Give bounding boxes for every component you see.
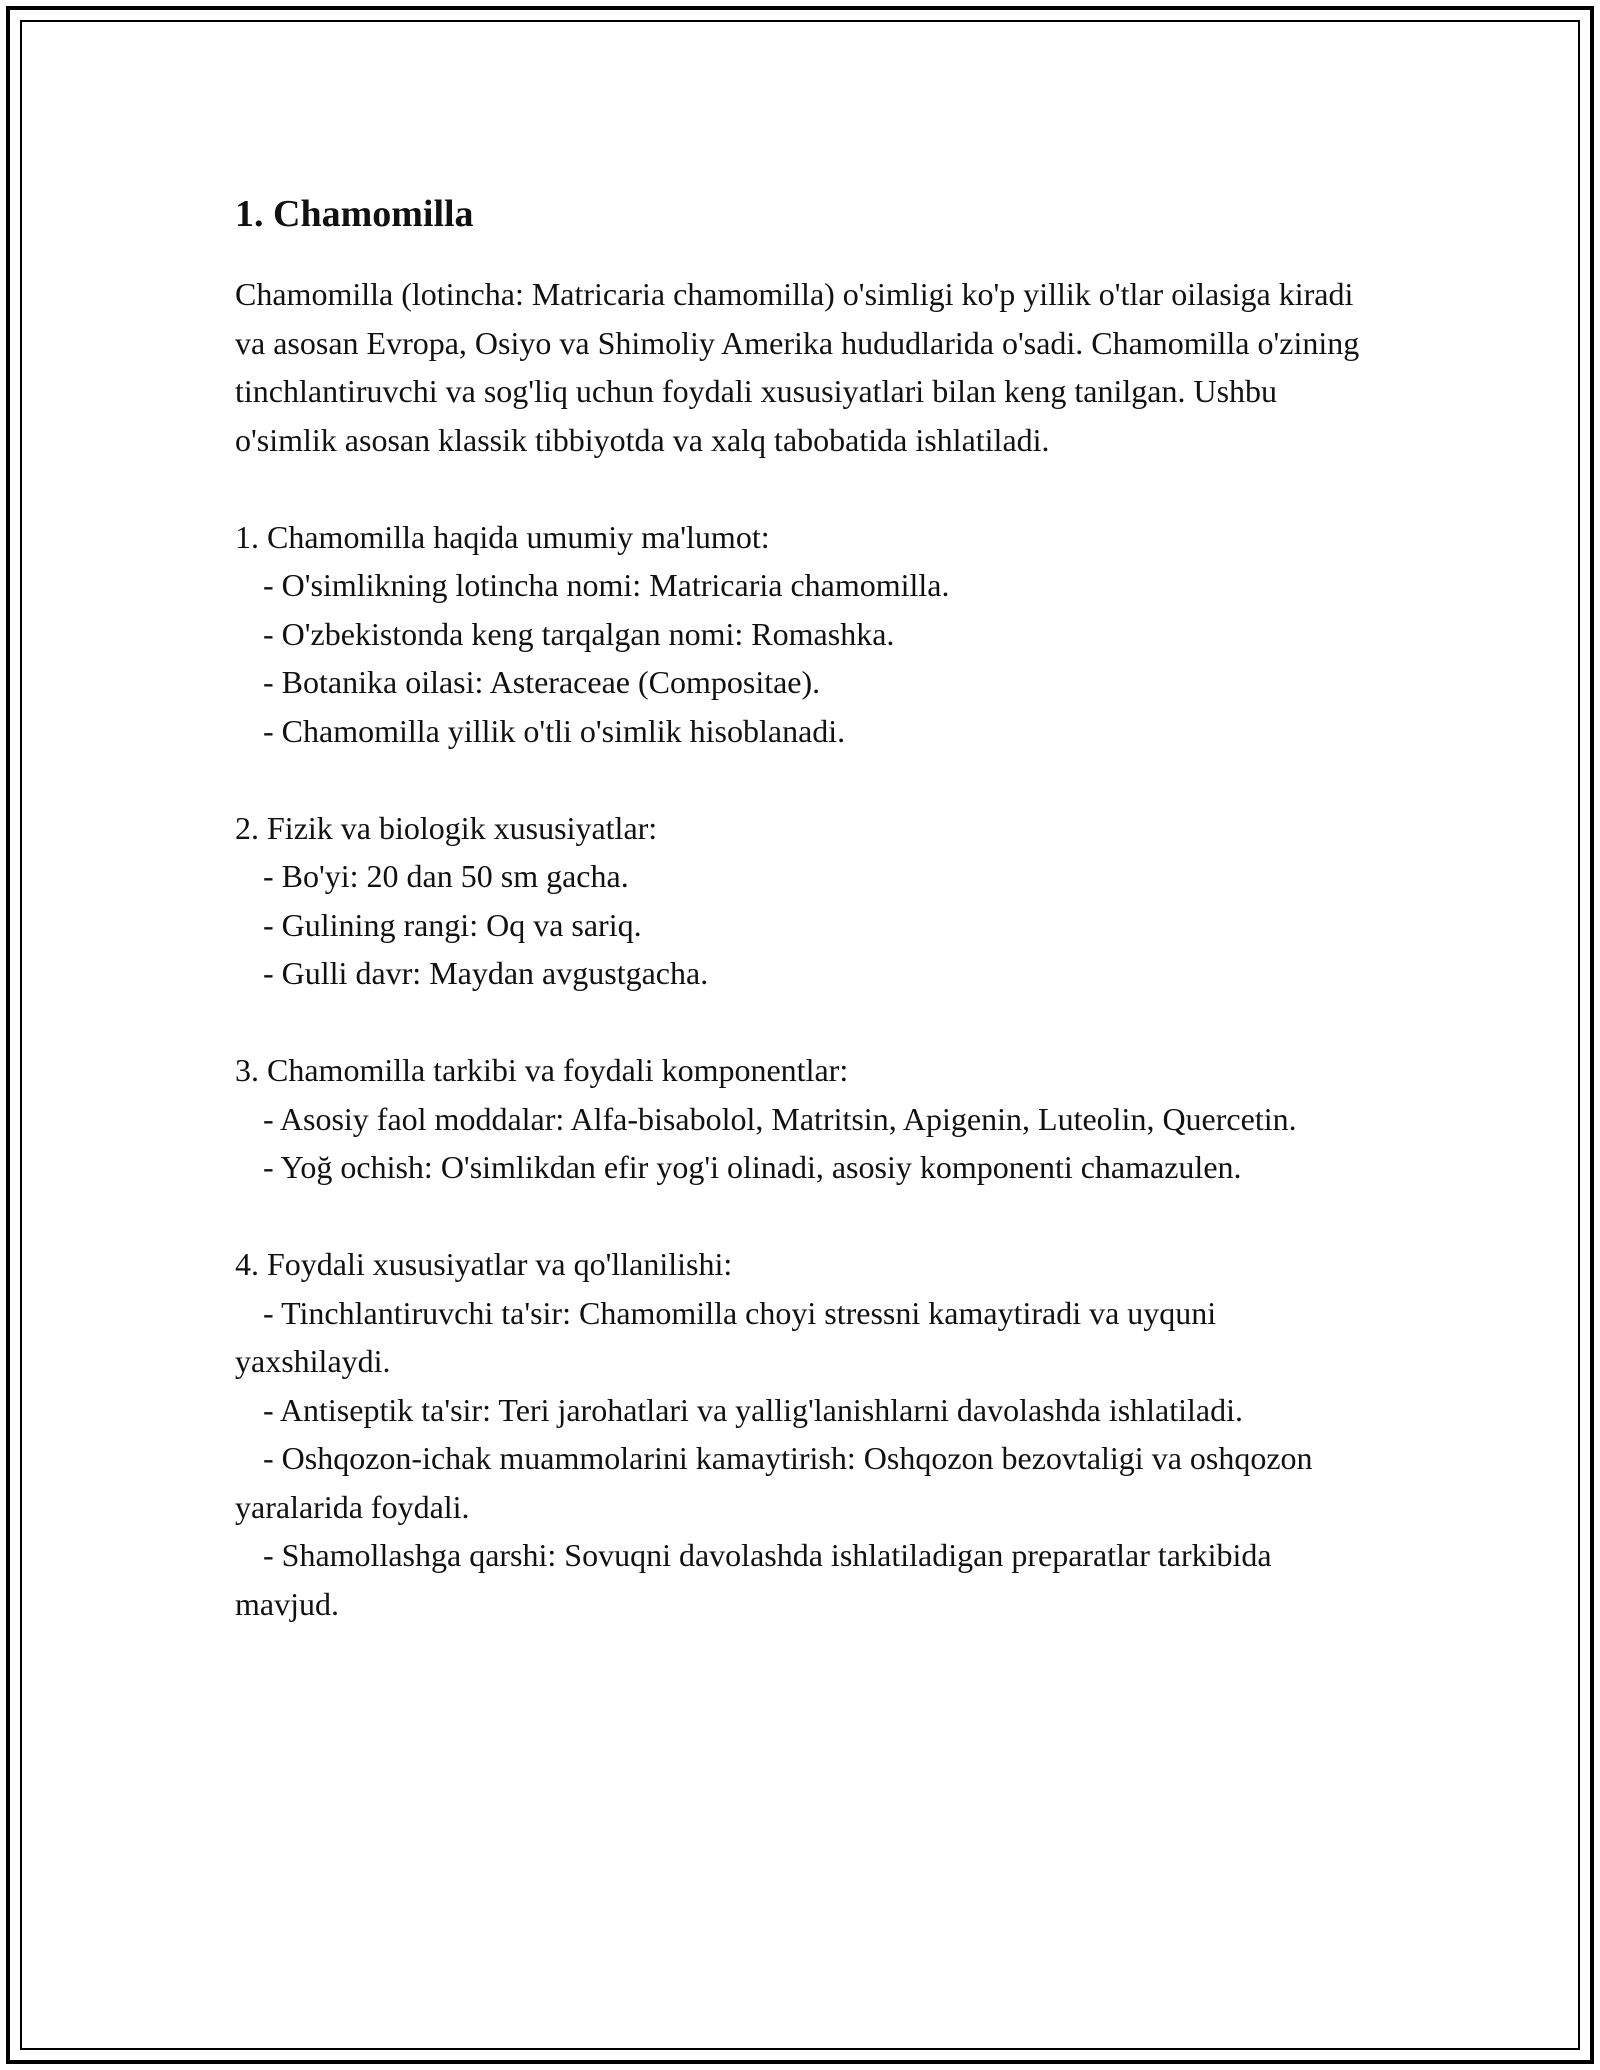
list-item: - Tinchlantiruvchi ta'sir: Chamomilla choyi stressni kamaytiradi va uyquni yaxshilaydi. bbox=[235, 1294, 1217, 1379]
section-title: 3. Chamomilla tarkibi va foydali komponentlar: bbox=[235, 1052, 849, 1088]
section-uses bbox=[235, 1240, 1365, 1628]
list-item: - O'simlikning lotincha nomi: Matricaria chamomilla. bbox=[263, 567, 950, 603]
list-item: - Botanika oilasi: Asteraceae (Compositae). bbox=[263, 664, 821, 700]
list-item: - Yoğ ochish: O'simlikdan efir yog'i olinadi, asosiy komponenti chamazulen. bbox=[263, 1149, 1242, 1185]
section-physical-properties bbox=[235, 804, 1365, 998]
document-title: 1. Chamomilla bbox=[235, 193, 474, 235]
list-item: - O'zbekistonda keng tarqalgan nomi: Romashka. bbox=[263, 615, 895, 652]
document-content bbox=[235, 190, 1365, 1628]
intro-paragraph: Chamomilla (lotincha: Matricaria chamomilla) o'simligi ko'p yillik o'tlar oilasiga kiradi va asosan Evropa, Osiyo va Shimoliy Amerika hududlarida o'sadi. Chamomilla o'zining tinchlantiruvchi va sog'liq uchun foydali xususiyatlari bilan keng tanilgan. Ushbu o'simlik asosan klassik tibbiyotda va xalq tabobatida ishlatiladi. bbox=[235, 276, 1360, 458]
section-title: 4. Foydali xususiyatlar va qo'llanilishi: bbox=[235, 1246, 733, 1282]
list-item: - Gulli davr: Maydan avgustgacha. bbox=[263, 955, 709, 991]
section-title: 1. Chamomilla haqida umumiy ma'lumot: bbox=[235, 518, 770, 555]
list-item: - Oshqozon-ichak muammolarini kamaytirish: Oshqozon bezovtaligi va oshqozon yaralarida foydali. bbox=[235, 1440, 1313, 1525]
list-item: - Antiseptik ta'sir: Teri jarohatlari va yallig'lanishlarni davolashda ishlatiladi. bbox=[263, 1391, 1244, 1428]
list-item: - Chamomilla yillik o'tli o'simlik hisoblanadi. bbox=[263, 712, 846, 749]
list-item: - Shamollashga qarshi: Sovuqni davolashda ishlatiladigan preparatlar tarkibida mavjud. bbox=[235, 1537, 1272, 1622]
section-title: 2. Fizik va biologik xususiyatlar: bbox=[235, 809, 658, 846]
section-composition bbox=[235, 1046, 1365, 1192]
section-general-info bbox=[235, 513, 1365, 756]
list-item: - Asosiy faol moddalar: Alfa-bisabolol, Matritsin, Apigenin, Luteolin, Quercetin. bbox=[263, 1100, 1297, 1137]
list-item: - Gulining rangi: Oq va sariq. bbox=[263, 906, 642, 943]
list-item: - Bo'yi: 20 dan 50 sm gacha. bbox=[263, 858, 629, 894]
